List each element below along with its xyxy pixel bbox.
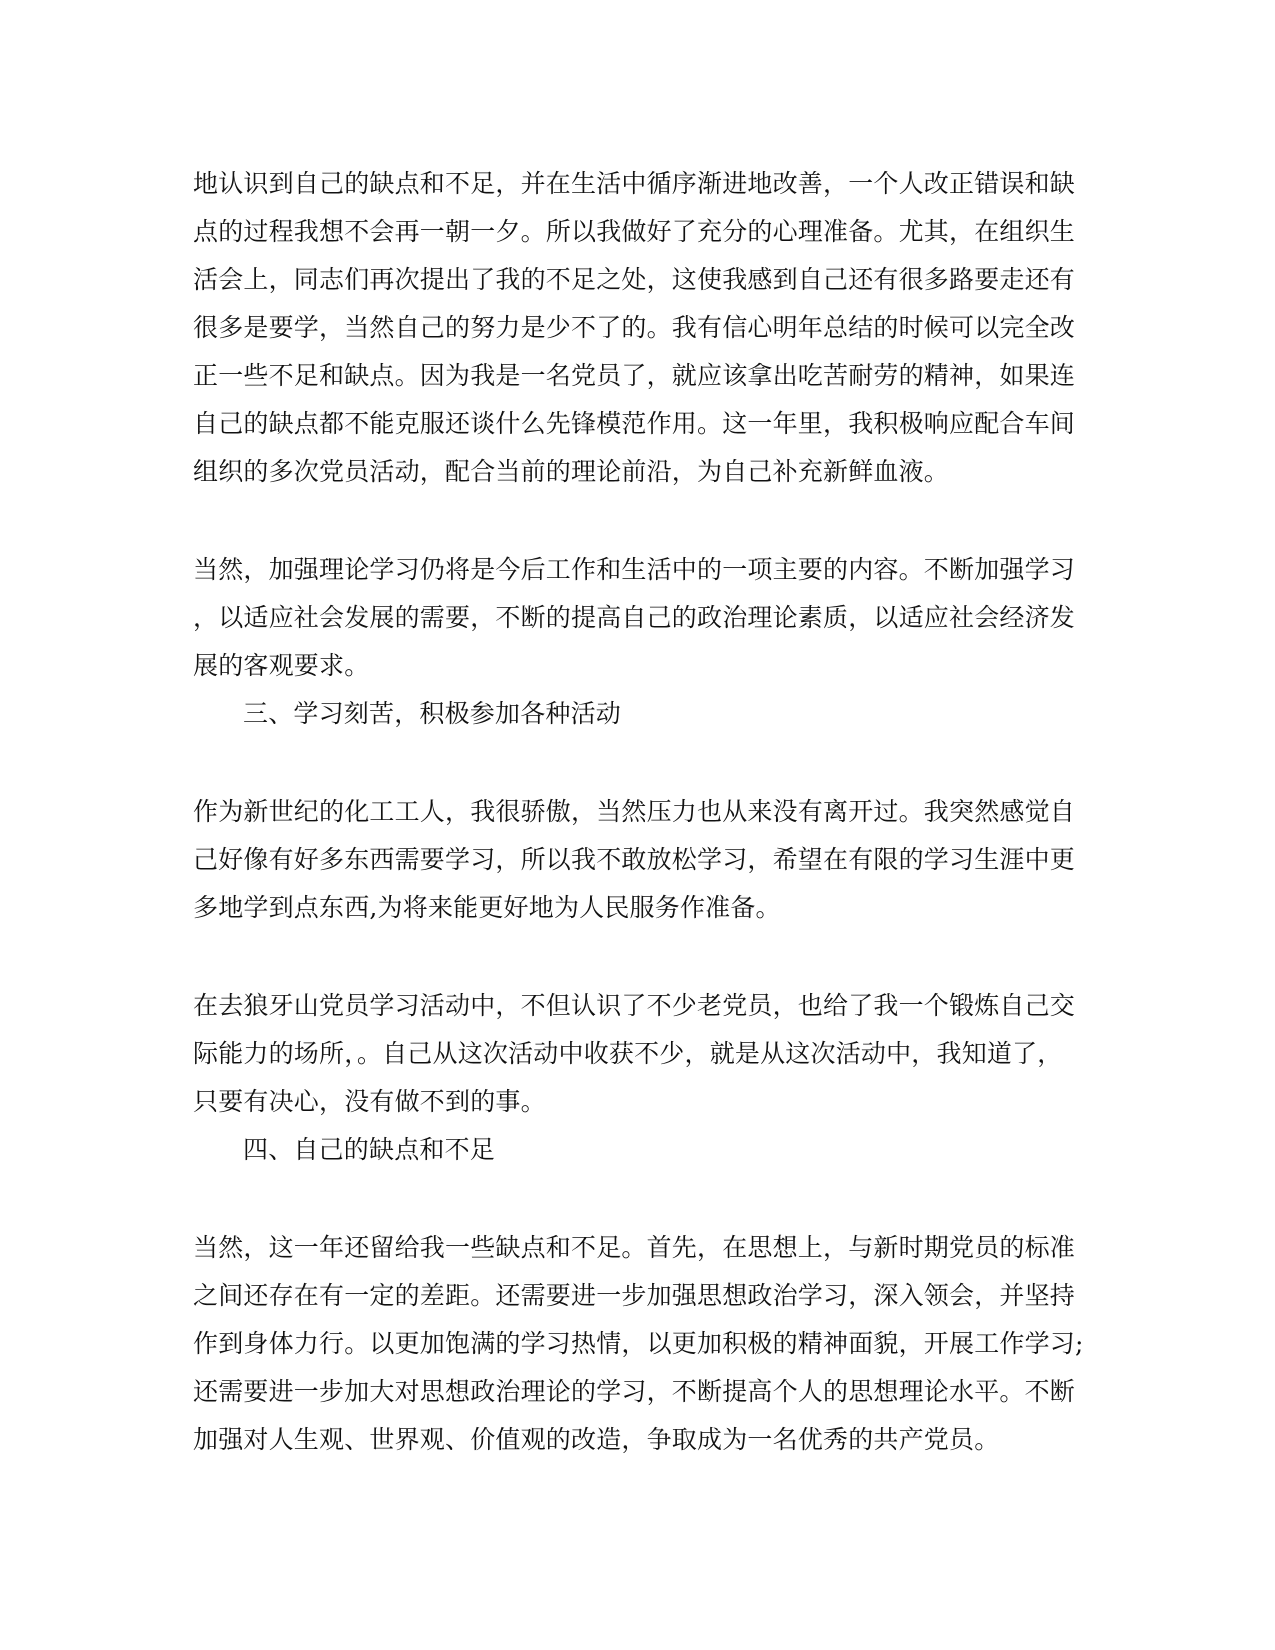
text-line: 之间还存在有一定的差距。还需要进一步加强思想政治学习，深入领会，并坚持 <box>193 1281 1076 1310</box>
text-line: 作到身体力行。以更加饱满的学习热情，以更加积极的精神面貌，开展工作学习; <box>193 1329 1084 1358</box>
text-line: 只要有决心，没有做不到的事。 <box>193 1087 546 1116</box>
section-heading-3: 三、学习刻苦，积极参加各种活动 <box>243 699 622 728</box>
paragraph-4 <box>193 982 1083 1126</box>
text-line: 正一些不足和缺点。因为我是一名党员了，就应该拿出吃苦耐劳的精神，如果连 <box>193 361 1076 390</box>
text-line: 在去狼牙山党员学习活动中，不但认识了不少老党员，也给了我一个锻炼自己交 <box>193 991 1076 1020</box>
text-line: 还需要进一步加大对思想政治理论的学习，不断提高个人的思想理论水平。不断 <box>193 1377 1076 1406</box>
text-line: 作为新世纪的化工工人，我很骄傲，当然压力也从来没有离开过。我突然感觉自 <box>193 797 1076 826</box>
paragraph-spacer <box>193 932 1083 982</box>
text-line: 组织的多次党员活动，配合当前的理论前沿，为自己补充新鲜血液。 <box>193 457 950 486</box>
paragraph-spacer <box>193 496 1083 546</box>
document-body <box>193 160 1083 1464</box>
text-line: 活会上，同志们再次提出了我的不足之处，这使我感到自己还有很多路要走还有 <box>193 265 1076 294</box>
text-line: 自己的缺点都不能克服还谈什么先锋模范作用。这一年里，我积极响应配合车间 <box>193 409 1076 438</box>
text-line: 地认识到自己的缺点和不足，并在生活中循序渐进地改善，一个人改正错误和缺 <box>193 169 1076 198</box>
text-line: 当然，这一年还留给我一些缺点和不足。首先，在思想上，与新时期党员的标准 <box>193 1233 1076 1262</box>
paragraph-1 <box>193 160 1083 496</box>
text-line: ，以适应社会发展的需要，不断的提高自己的政治理论素质，以适应社会经济发 <box>193 603 1076 632</box>
text-line: 己好像有好多东西需要学习，所以我不敢放松学习，希望在有限的学习生涯中更 <box>193 845 1076 874</box>
text-line: 多地学到点东西,为将来能更好地为人民服务作准备。 <box>193 893 781 922</box>
text-line: 点的过程我想不会再一朝一夕。所以我做好了充分的心理准备。尤其，在组织生 <box>193 217 1076 246</box>
paragraph-5 <box>193 1224 1083 1464</box>
paragraph-spacer <box>193 738 1083 788</box>
text-line: 当然，加强理论学习仍将是今后工作和生活中的一项主要的内容。不断加强学习 <box>193 555 1076 584</box>
section-heading-4: 四、自己的缺点和不足 <box>243 1135 496 1164</box>
paragraph-spacer <box>193 1174 1083 1224</box>
text-line: 很多是要学，当然自己的努力是少不了的。我有信心明年总结的时候可以完全改 <box>193 313 1076 342</box>
paragraph-3 <box>193 788 1083 932</box>
text-line: 展的客观要求。 <box>193 651 370 680</box>
text-line: 际能力的场所，。自己从这次活动中收获不少，就是从这次活动中，我知道了， <box>193 1039 1063 1068</box>
text-line: 加强对人生观、世界观、价值观的改造，争取成为一名优秀的共产党员。 <box>193 1425 1000 1454</box>
paragraph-2 <box>193 546 1083 690</box>
